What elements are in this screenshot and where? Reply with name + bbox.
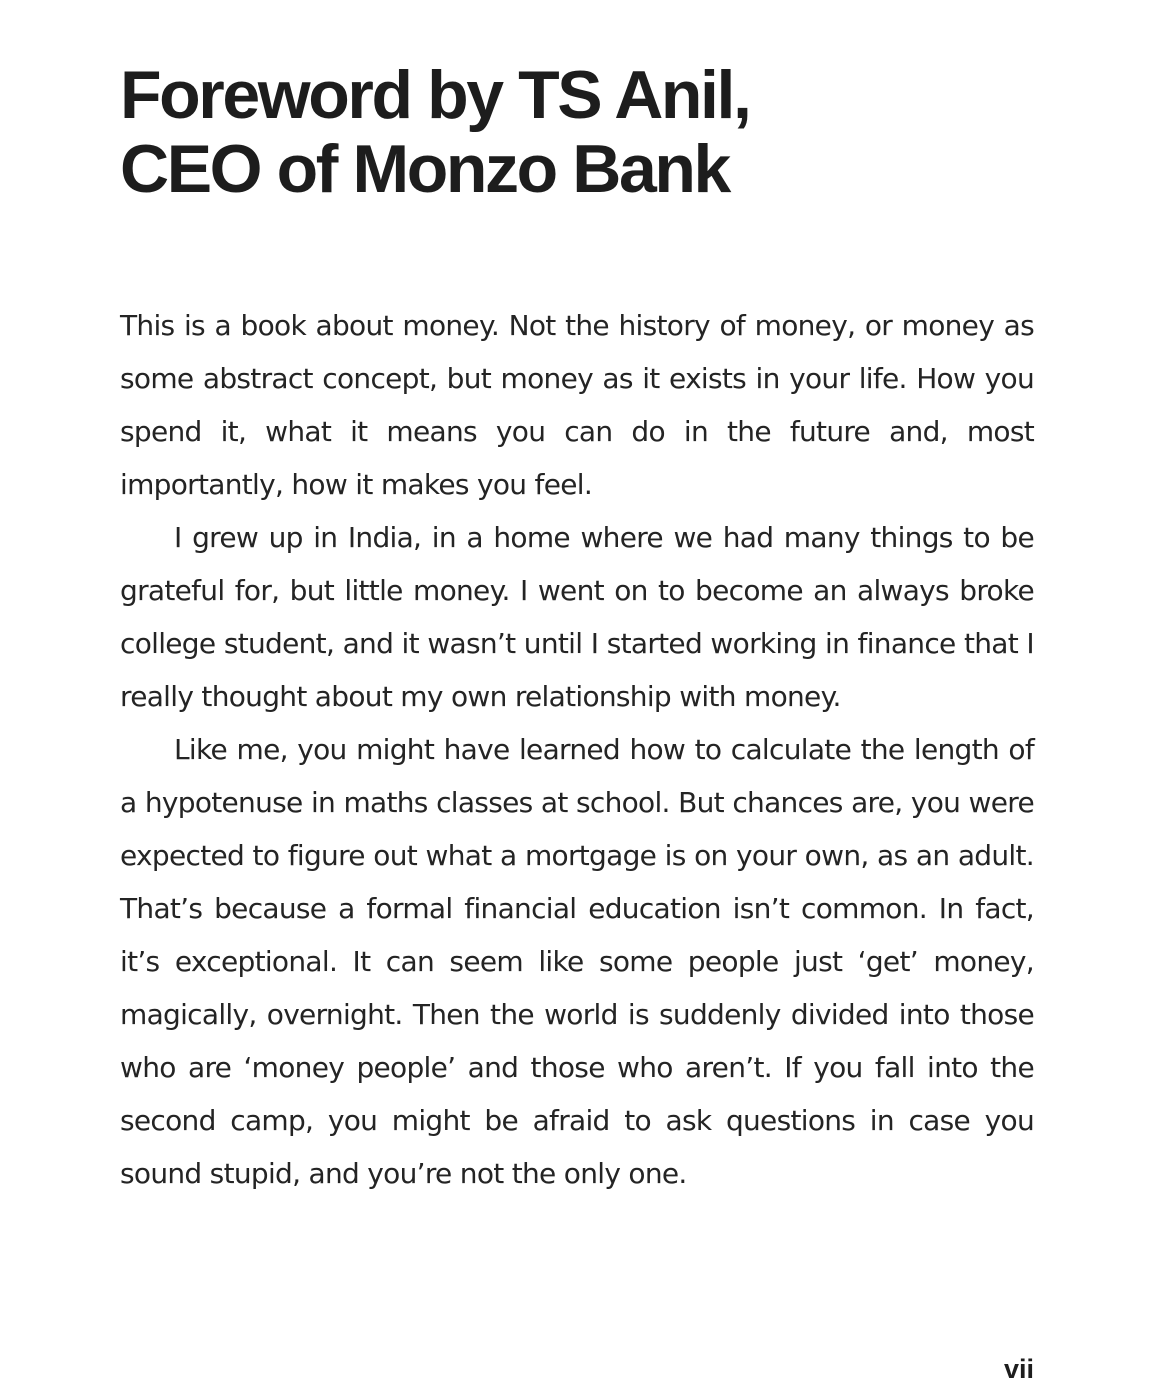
page-title [120, 58, 1034, 206]
title-line-1: Foreword by TS Anil, [120, 57, 750, 133]
paragraph-3: Like me, you might have learned how to calculate the length of a hypotenuse in maths classes at school. But chances are, you were expected to figure out what a mortgage is on your own, as an adult. That’s because a formal financial education isn’t common. In fact, it’s exceptional. It can seem like some people just ‘get’ money, magically, overnight. Then the world is suddenly divided into those who are ‘money people’ and those who aren’t. If you fall into the second camp, you might be afraid to ask questions in case you sound stupid, and you’re not the only one. [120, 733, 1034, 1190]
page-number: vii [1003, 1354, 1034, 1384]
body-text [120, 299, 1034, 1200]
title-line-2: CEO of Monzo Bank [120, 131, 729, 207]
paragraph-1: This is a book about money. Not the history of money, or money as some abstract concept, but money as it exists in your life. How you spend it, what it means you can do in the future and, most importantly, how it makes you feel. [120, 309, 1034, 501]
page-content [120, 58, 1034, 1200]
paragraph-2: I grew up in India, in a home where we had many things to be grateful for, but little money. I went on to become an always broke college student, and it wasn’t until I started working in finance that I really thought about my own relationship with money. [120, 521, 1034, 713]
